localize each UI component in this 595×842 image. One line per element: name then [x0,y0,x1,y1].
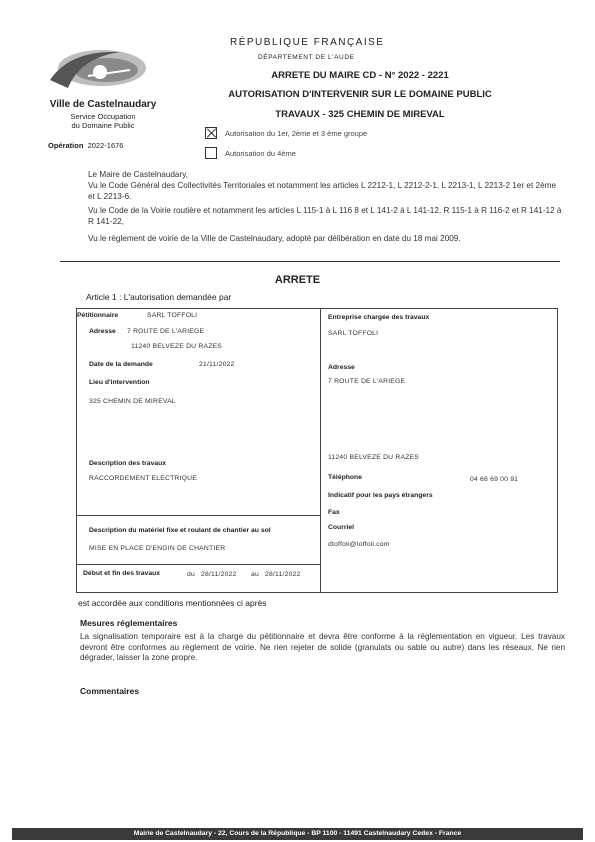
adresse-line2: 11240 BELVEZE DU RAZES [131,343,223,350]
city-logo [40,40,160,100]
mesures-text: La signalisation temporaire est à la charge du pétitionnaire et devra être conforme à la réglementation en vigueur. Les travaux devront être conformes au règlement de voirie. Ne rien rejeter de solide (granulats ou sable ou autre) dans les réseaux. Ne rien dégrader, laisser la zone propre. [80,632,565,662]
footer-address: Mairie de Castelnaudary - 22, Cours de la République - BP 1100 - 11491 Castelnaudary Cedex - France [12,828,583,840]
entreprise-adresse-label: Adresse [328,364,355,371]
courriel-value: dtoffoli@toffoli.com [328,541,390,548]
republique-heading: RÉPUBLIQUE FRANÇAISE [230,37,385,48]
service-name: Service Occupation du Domaine Public [70,112,136,130]
courriel-label: Courriel [328,524,355,531]
divider [60,261,560,262]
row-divider [77,564,320,565]
autorisation-title: AUTORISATION D'INTERVENIR SUR LE DOMAINE PUBLIC [228,89,492,100]
du-label: du [187,571,195,578]
materiel-value: MISE EN PLACE D'ENGIN DE CHANTIER [89,545,226,552]
preamble-cgct: Vu le Code Général des Collectivités Territoriales et notamment les articles L 2212-1, L 2212-2-1, L 2213-1, L 2213-2 1er et 2ème et L 2213-6. [88,181,557,201]
commentaires-heading: Commentaires [80,686,140,696]
description-value: RACCORDEMENT ELECTRIQUE [89,475,197,482]
city-name: Ville de Castelnaudary [49,99,157,110]
checkbox-empty-icon[interactable] [205,147,217,159]
debut-fin-label: Début et fin des travaux [83,570,161,577]
telephone-value: 04 68 69 00 91 [470,476,519,483]
arrete-number: ARRETE DU MAIRE CD - N° 2022 - 2221 [271,70,449,81]
travaux-title: TRAVAUX - 325 CHEMIN DE MIREVAL [275,109,445,120]
arrete-heading: ARRETE [274,274,321,286]
du-value: 28/11/2022 [201,571,237,578]
petitionnaire-value: SARL TOFFOLI [147,312,198,319]
departement-heading: DÉPARTEMENT DE L'AUDE [258,54,355,61]
au-label: au [251,571,259,578]
row-divider [77,515,320,516]
entreprise-adresse-value: 7 ROUTE DE L'ARIEGE [328,378,406,385]
lieu-value: 325 CHEMIN DE MIREVAL [89,398,176,405]
petitionnaire-label: Pétitionnaire [77,312,119,319]
adresse-label: Adresse [89,328,116,335]
entreprise-value: SARL TOFFOLI [328,330,379,337]
description-label: Description des travaux [89,460,167,467]
date-value: 21/11/2022 [199,361,235,368]
operation-number: Opération 2022-1676 [48,141,124,150]
indicatif-label: Indicatif pour les pays étrangers [328,492,433,499]
telephone-label: Téléphone [328,474,362,481]
materiel-label: Description du matériel fixe et roulant de chantier au sol [89,527,271,534]
date-label: Date de la demande [89,361,153,368]
fax-label: Fax [328,509,340,516]
lieu-label: Lieu d'intervention [89,379,150,386]
request-table [76,308,558,593]
entreprise-cp-value: 11240 BELVEZE DU RAZES [328,454,420,461]
adresse-line1: 7 ROUTE DE L'ARIEGE [127,328,205,335]
mesures-heading: Mesures réglementaires [80,618,178,628]
article-1: Article 1 : L'autorisation demandée par [86,292,232,302]
checkbox-groupe-1-3[interactable]: Autorisation du 1er, 2ème et 3 ème groupe [205,127,367,139]
preamble-reglement: Vu le règlement de voirie de la Ville de Castelnaudary, adopté par délibération en date du 18 mai 2009. [88,234,461,243]
entreprise-label: Entreprise chargée des travaux [328,314,430,321]
checkbox-groupe-4[interactable]: Autorisation du 4ème [205,147,296,159]
column-divider [320,309,321,592]
preamble-voirie: Vu le Code de la Voirie routière et notamment les articles L 115-1 à L 116 8 et L 141-2 à L 141-12, R 115-1 à R 116-2 et R 141-12 à R 141-22, [88,206,562,226]
au-value: 28/11/2022 [265,571,301,578]
accordance-text: est accordée aux conditions mentionnées ci après [78,598,267,608]
checkbox-checked-icon[interactable] [205,127,217,139]
preamble-maire: Le Maire de Castelnaudary, [88,170,188,179]
